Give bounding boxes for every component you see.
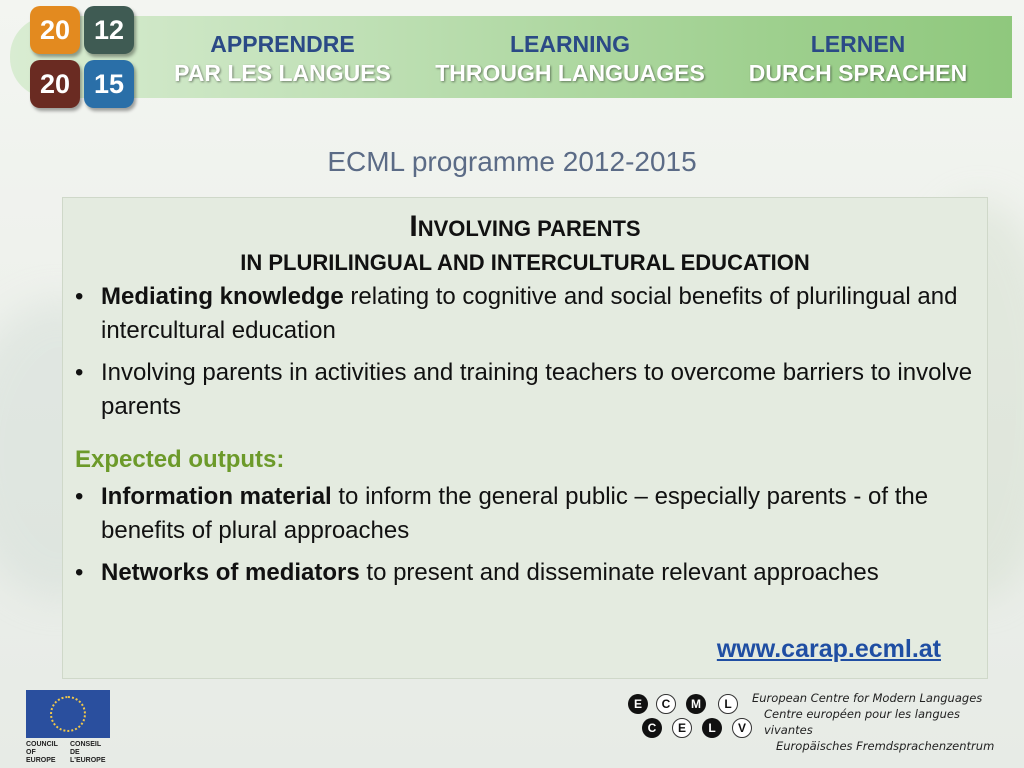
header-line2: DURCH SPRACHEN xyxy=(748,60,968,86)
ecml-letter: E xyxy=(628,694,648,714)
title-line2: IN PLURILINGUAL AND INTERCULTURAL EDUCATION xyxy=(240,250,810,275)
outputs-list xyxy=(63,480,987,590)
list-item xyxy=(63,556,987,590)
logo-2012-2015 xyxy=(28,4,140,112)
star-ring-icon xyxy=(50,696,86,732)
header-line1: APPRENDRE xyxy=(210,31,355,57)
header-line2: THROUGH LANGUAGES xyxy=(435,60,705,86)
ecml-name-de: Europäisches Fremdsprachenzentrum xyxy=(776,739,995,753)
logo-tile: 12 xyxy=(84,6,134,54)
logo-tile: 15 xyxy=(84,60,134,108)
logo-tile: 20 xyxy=(30,60,80,108)
ecml-letter: C xyxy=(642,718,662,738)
coe-caption-en: COUNCIL OF EUROPE xyxy=(26,741,58,764)
title-line1 xyxy=(63,210,987,246)
logo-tile: 20 xyxy=(30,6,80,54)
coe-caption-fr: CONSEIL DE L'EUROPE xyxy=(70,741,106,764)
ecml-names xyxy=(752,690,1012,754)
item-text: to present and disseminate relevant approaches xyxy=(359,559,879,586)
expected-outputs-heading: Expected outputs: xyxy=(75,446,285,473)
header-line2: PAR LES LANGUES xyxy=(174,60,391,86)
item-bold: Mediating knowledge xyxy=(101,283,344,310)
header-line1: LEARNING xyxy=(509,31,631,57)
item-bold: Information material xyxy=(101,483,332,510)
list-item xyxy=(63,480,987,548)
coe-caption xyxy=(26,741,110,765)
council-of-europe-logo xyxy=(26,690,110,764)
ecml-name-en: European Centre for Modern Languages xyxy=(752,691,983,705)
ecml-letter: V xyxy=(732,718,752,738)
list-item xyxy=(63,280,987,348)
ecml-letter: L xyxy=(718,694,738,714)
page-subtitle: ECML programme 2012-2015 xyxy=(327,146,697,177)
slide-title xyxy=(63,210,987,280)
header-column-fr xyxy=(160,30,405,88)
item-text: Involving parents in activities and training teachers to overcome barriers to involve parents xyxy=(101,359,973,420)
header-line1: LERNEN xyxy=(810,31,906,57)
header-column-en xyxy=(420,30,720,88)
title-rest: NVOLVING PARENTS xyxy=(417,216,641,241)
title-initial: I xyxy=(409,210,418,243)
item-bold: Networks of mediators xyxy=(101,559,360,586)
header-column-de xyxy=(738,30,978,88)
content-box xyxy=(62,197,988,679)
eu-stars-icon xyxy=(26,690,110,738)
item-text: to inform the general public – especially parents - of the benefits of plural approaches xyxy=(101,483,929,544)
ecml-logo xyxy=(624,690,764,740)
ecml-letter: E xyxy=(672,718,692,738)
objectives-list xyxy=(63,280,987,424)
item-text: relating to cognitive and social benefits of plurilingual and intercultural education xyxy=(101,283,958,344)
ecml-letter: C xyxy=(656,694,676,714)
ecml-letter: M xyxy=(686,694,706,714)
ecml-name-fr: Centre européen pour les langues vivantes xyxy=(764,707,960,737)
ecml-letter: L xyxy=(702,718,722,738)
website-link[interactable]: www.carap.ecml.at xyxy=(716,635,941,663)
list-item xyxy=(63,356,987,424)
